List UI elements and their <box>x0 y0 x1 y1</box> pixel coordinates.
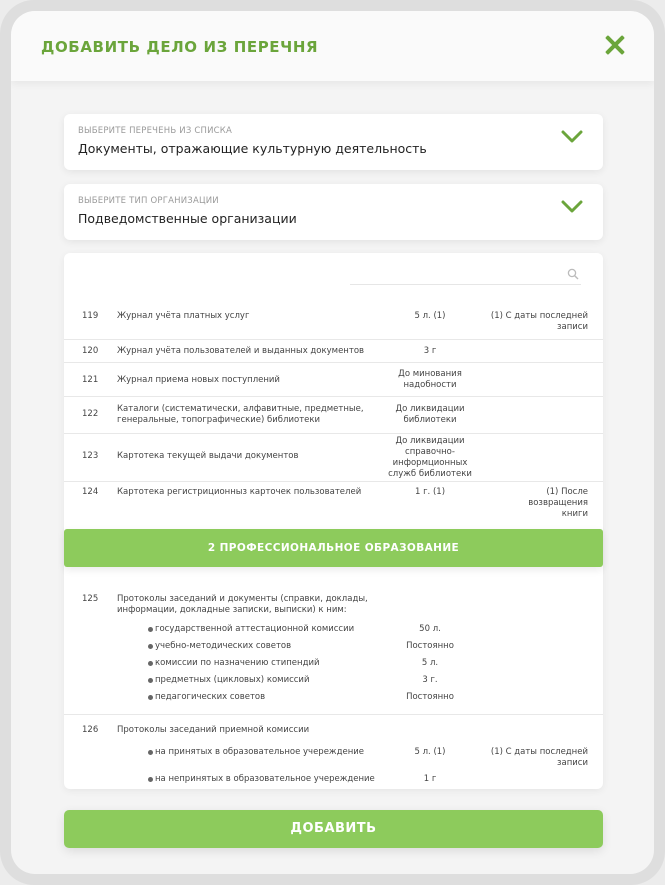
row-name: Каталоги (систематически, алфавитные, предметные, генеральные, топографические) библиотеки <box>117 404 364 425</box>
row-name: Журнал учёта пользователей и выданных документов <box>117 346 365 356</box>
bullet-icon <box>148 644 153 649</box>
table-row[interactable] <box>64 583 603 715</box>
sub-item-text: предметных (цикловых) комиссий <box>155 675 310 685</box>
modal-title: ДОБАВИТЬ ДЕЛО ИЗ ПЕРЕЧНЯ <box>41 38 319 56</box>
row-name: Картотека текущей выдачи документов <box>117 451 299 461</box>
sub-item-text: учебно-методических советов <box>155 641 292 651</box>
search-input[interactable] <box>350 267 581 285</box>
chevron-down-icon[interactable] <box>561 200 583 214</box>
bullet-icon <box>148 661 153 666</box>
sub-item-note: (1) С даты последней записи <box>490 747 588 768</box>
row-term: 5 л. (1) <box>414 311 446 321</box>
row-number: 124 <box>82 487 99 497</box>
sub-item-term: 5 л. <box>421 658 439 668</box>
bullet-icon <box>148 695 153 700</box>
row-note: (1) После возвращения книги <box>528 487 588 519</box>
row-term: 3 г <box>423 346 437 356</box>
row-number: 125 <box>82 594 99 604</box>
row-note: (1) С даты последней записи <box>490 311 588 332</box>
org-type-select[interactable] <box>64 184 603 240</box>
bullet-icon <box>148 750 153 755</box>
row-term: До минования надобности <box>398 369 462 390</box>
sub-item-text: комиссии по назначению стипендий <box>155 658 320 668</box>
sub-item-term: Постоянно <box>406 641 454 651</box>
modal <box>11 11 654 874</box>
sub-item-term: 1 г <box>423 774 437 784</box>
bullet-icon <box>148 777 153 782</box>
row-number: 122 <box>82 409 99 419</box>
search-icon[interactable] <box>567 268 579 280</box>
org-type-select-value: Подведомственные организации <box>78 211 297 226</box>
sub-item-term: Постоянно <box>406 692 454 702</box>
add-button[interactable] <box>64 810 603 848</box>
sub-item-text: педагогических советов <box>155 692 266 702</box>
row-number: 126 <box>82 725 99 735</box>
sub-item-term: 50 л. <box>419 624 441 634</box>
sub-item-text: государственной аттестационной комиссии <box>155 624 355 634</box>
list-select-value: Документы, отражающие культурную деятельность <box>78 141 427 156</box>
row-number: 120 <box>82 346 99 356</box>
row-name: Картотека регистриционныз карточек пользователей <box>117 487 362 497</box>
row-term: 1 г. (1) <box>414 487 446 497</box>
chevron-down-icon[interactable] <box>561 130 583 144</box>
sub-item-term: 5 л. (1) <box>414 747 446 757</box>
table-row[interactable] <box>64 482 603 522</box>
row-number: 123 <box>82 451 99 461</box>
table-row[interactable] <box>64 715 603 789</box>
section-header-label: 2 ПРОФЕССИОНАЛЬНОЕ ОБРАЗОВАНИЕ <box>207 542 460 554</box>
documents-table <box>64 253 603 789</box>
add-button-label: ДОБАВИТЬ <box>290 821 377 836</box>
row-name: Журнал учёта платных услуг <box>117 311 250 321</box>
row-name: Журнал приема новых поступлений <box>117 375 280 385</box>
bullet-icon <box>148 627 153 632</box>
row-name: Протоколы заседаний приемной комиссии <box>117 725 310 735</box>
table-row[interactable] <box>64 363 603 397</box>
row-number: 121 <box>82 375 99 385</box>
modal-header <box>11 11 654 81</box>
row-name: Протоколы заседаний и документы (справки, доклады, информации, докладные записки, выписки) к ним: <box>117 594 368 615</box>
table-row[interactable] <box>64 340 603 363</box>
org-type-select-label: ВЫБЕРИТЕ ТИП ОРГАНИЗАЦИИ <box>78 196 219 206</box>
sub-item-text: на непринятых в образовательное учереждение <box>155 774 375 784</box>
list-select[interactable] <box>64 114 603 170</box>
row-number: 119 <box>82 311 99 321</box>
row-term: До ликвидации справочно-информционных служб библиотеки <box>388 436 472 479</box>
close-icon[interactable] <box>603 33 627 57</box>
section-header-professional-education[interactable] <box>64 529 603 567</box>
bullet-icon <box>148 678 153 683</box>
sub-item-term: 3 г. <box>422 675 438 685</box>
sub-item-text: на принятых в образовательное учереждение <box>155 747 365 757</box>
row-term: До ликвидации библиотеки <box>395 404 465 425</box>
table-row[interactable] <box>64 305 603 340</box>
table-row[interactable] <box>64 397 603 434</box>
list-select-label: ВЫБЕРИТЕ ПЕРЕЧЕНЬ ИЗ СПИСКА <box>78 126 233 136</box>
table-row[interactable] <box>64 434 603 482</box>
